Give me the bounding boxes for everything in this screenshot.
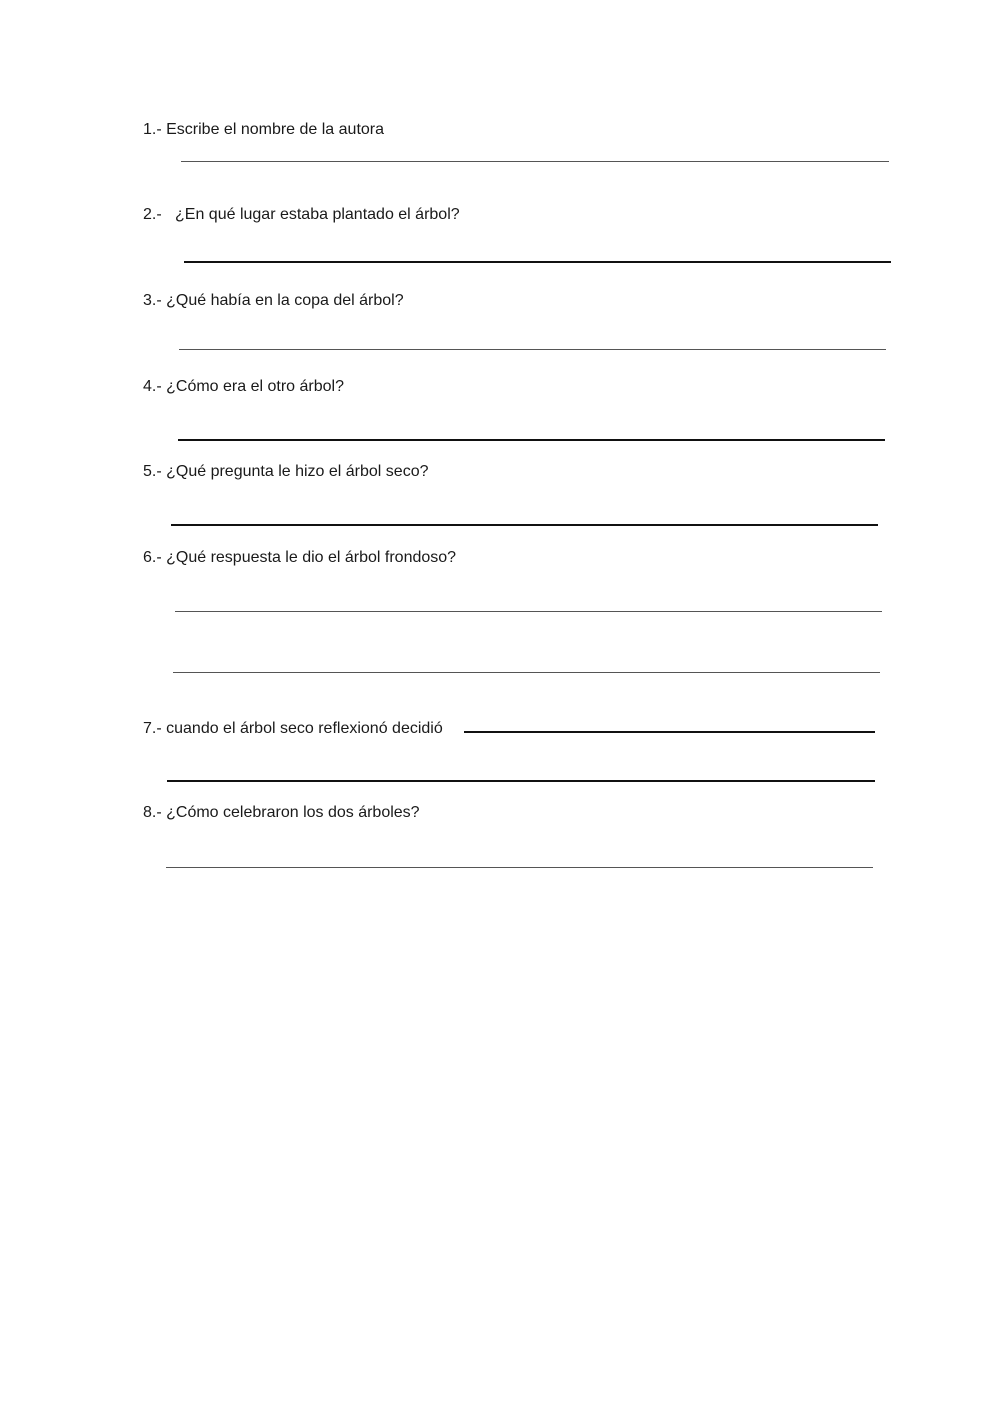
answer-line-5[interactable] (171, 524, 878, 526)
question-7: 7.- cuando el árbol seco reflexionó decidió (143, 720, 443, 737)
answer-line-8[interactable] (166, 867, 873, 868)
answer-line-6b[interactable] (173, 672, 880, 673)
question-5: 5.- ¿Qué pregunta le hizo el árbol seco? (143, 463, 429, 480)
question-8: 8.- ¿Cómo celebraron los dos árboles? (143, 804, 420, 821)
question-6: 6.- ¿Qué respuesta le dio el árbol frondoso? (143, 549, 457, 566)
answer-line-7a[interactable] (464, 731, 875, 733)
answer-line-2[interactable] (184, 261, 891, 263)
question-3: 3.- ¿Qué había en la copa del árbol? (143, 292, 404, 309)
question-2: 2.- ¿En qué lugar estaba plantado el árbol? (143, 206, 460, 223)
answer-line-4[interactable] (178, 439, 885, 441)
question-1: 1.- Escribe el nombre de la autora (143, 121, 385, 138)
question-4: 4.- ¿Cómo era el otro árbol? (143, 378, 344, 395)
answer-line-1[interactable] (181, 161, 889, 162)
answer-line-3[interactable] (179, 349, 886, 350)
answer-line-6a[interactable] (175, 611, 882, 612)
answer-line-7b[interactable] (167, 780, 875, 782)
